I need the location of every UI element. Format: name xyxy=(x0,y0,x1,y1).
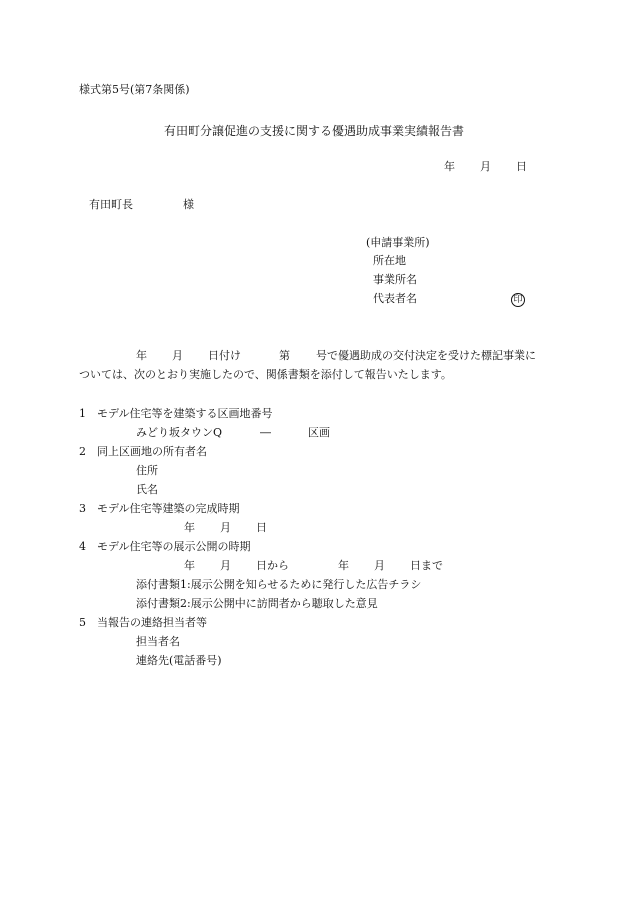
item-4-number: 4 xyxy=(79,540,86,553)
intro-rest: 号で優遇助成の交付決定を受けた標記事業に xyxy=(316,349,536,362)
date-month: 月 xyxy=(480,160,491,173)
intro-line2: ついては、次のとおり実施したので、関係書類を添付して報告いたします。 xyxy=(79,368,452,381)
item-5-contact-label: 連絡先(電話番号) xyxy=(136,654,222,667)
item-3-year: 年 xyxy=(184,521,195,534)
item-1-dash: ― xyxy=(260,426,271,439)
item-3-month: 月 xyxy=(220,521,231,534)
item-2-address-label: 住所 xyxy=(136,464,158,477)
item-4-attachment-2: 添付書類2:展示公開中に訪問者から聴取した意見 xyxy=(136,597,378,610)
addressee-honorific: 様 xyxy=(183,198,194,211)
applicant-heading: (申請事業所) xyxy=(366,236,430,249)
item-2-number: 2 xyxy=(79,445,86,458)
item-4-year-until: 年 xyxy=(338,559,349,572)
item-1-town: みどり坂タウンQ xyxy=(136,426,223,439)
intro-year: 年 xyxy=(136,349,147,362)
item-3-label: モデル住宅等建築の完成時期 xyxy=(97,502,240,515)
applicant-office-label: 事業所名 xyxy=(373,273,417,286)
item-4-day-until: 日まで xyxy=(410,559,443,572)
item-2-label: 同上区画地の所有者名 xyxy=(97,445,207,458)
item-5-number: 5 xyxy=(79,616,86,629)
seal-icon: 印 xyxy=(511,293,525,307)
item-5-label: 当報告の連絡担当者等 xyxy=(97,616,207,629)
item-1-number: 1 xyxy=(79,407,86,420)
item-4-label: モデル住宅等の展示公開の時期 xyxy=(97,540,251,553)
intro-month: 月 xyxy=(172,349,183,362)
item-4-year-from: 年 xyxy=(184,559,195,572)
item-4-attachment-1: 添付書類1:展示公開を知らせるために発行した広告チラシ xyxy=(136,578,422,591)
item-2-name-label: 氏名 xyxy=(136,483,158,496)
intro-dai: 第 xyxy=(279,349,290,362)
item-4-month-until: 月 xyxy=(374,559,385,572)
intro-day-dated: 日付け xyxy=(208,349,241,362)
form-id: 様式第5号(第7条関係) xyxy=(79,83,190,96)
document-title: 有田町分譲促進の支援に関する優遇助成事業実績報告書 xyxy=(164,124,465,138)
item-3-number: 3 xyxy=(79,502,86,515)
item-4-day-from: 日から xyxy=(256,559,289,572)
applicant-address-label: 所在地 xyxy=(373,254,406,267)
item-3-day: 日 xyxy=(256,521,267,534)
item-1-label: モデル住宅等を建築する区画地番号 xyxy=(97,407,273,420)
addressee-name: 有田町長 xyxy=(89,198,133,211)
item-5-person-label: 担当者名 xyxy=(136,635,180,648)
item-1-lot: 区画 xyxy=(308,426,330,439)
date-day: 日 xyxy=(516,160,527,173)
item-4-month-from: 月 xyxy=(220,559,231,572)
date-year: 年 xyxy=(444,160,455,173)
applicant-rep-label: 代表者名 xyxy=(373,292,417,305)
